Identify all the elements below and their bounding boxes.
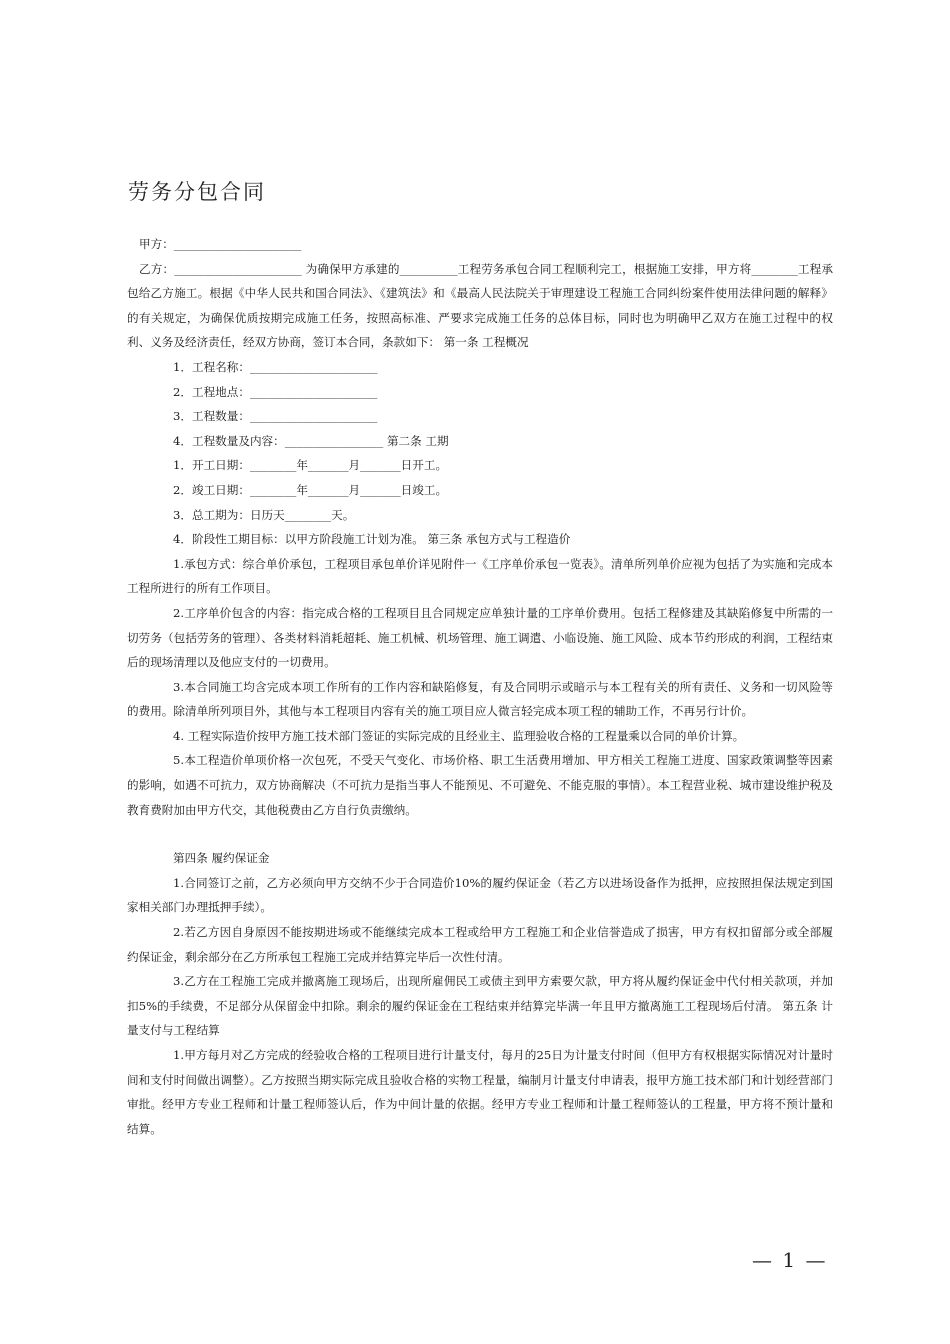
- paragraph: 3．总工期为：日历天________天。: [173, 507, 355, 522]
- paragraph: 2．工程地点：______________________: [173, 384, 378, 399]
- paragraph: 1．开工日期：________年_______月_______日开工。: [173, 458, 448, 473]
- page-number: — 1 —: [752, 1248, 828, 1272]
- paragraph: 2.工序单价包含的内容：指完成合格的工程项目且合同规定应单独计量的工序单价费用。包括工程修建及其缺陷修复中所需的一切劳务（包括劳务的管理）、各类材料消耗超耗、施工机械、机场管理、施工调遣、小临设施、施工风险、成本节约形成的利润，工程结束后的现场清理以及他应支付的一切费用。: [127, 605, 833, 670]
- paragraph-spacer: [127, 822, 833, 846]
- paragraph: 3.本合同施工均含完成本项工作所有的工作内容和缺陷修复，有及合同明示或暗示与本工程有关的所有责任、义务和一切风险等的费用。除清单所列项目外，其他与本工程项目内容有关的施工项目应人微言轻完成本项工程的辅助工作，不再另行计价。: [127, 679, 833, 719]
- paragraph: 2．竣工日期：________年_______月_______日竣工。: [173, 482, 448, 497]
- paragraph: 3.乙方在工程施工完成并撤离施工现场后，出现所雇佣民工或债主到甲方索要欠款，甲方将从履约保证金中代付相关款项，并加扣5%的手续费，不足部分从保留金中扣除。剩余的履约保证金在工程结束并结算完毕满一年且甲方撤离施工工程现场后付清。 第五条 计量支付与工程结算: [127, 974, 833, 1038]
- paragraph: 乙方：______________________ 为确保甲方承建的__________工程劳务承包合同工程顺利完工，根据施工安排，甲方将________工程承包给乙方施工。根据《中华人民共和国合同法》、《建筑法》和《最高人民法院关于审理建设工程施工合同纠纷案件使用法律问题的解释》的有关规定，为确保优质按期完成施工任务，按照高标准、严要求完成施工任务的总体目标，同时也为明确甲乙双方在施工过程中的权利、义务及经济责任，经双方协商，签订本合同，条款如下： 第一条 工程概况: [127, 261, 833, 350]
- paragraph: 4．阶段性工期目标：以甲方阶段施工计划为准。 第三条 承包方式与工程造价: [173, 532, 571, 547]
- paragraph: 5.本工程造价单项价格一次包死，不受天气变化、市场价格、职工生活费用增加、甲方相关工程施工进度、国家政策调整等因素的影响，如遇不可抗力，双方协商解决（不可抗力是指当事人不能预见、不可避免、不能克服的事情）。本工程营业税、城市建设维护税及教育费附加由甲方代交，其他税费由乙方自行负责缴纳。: [127, 753, 833, 817]
- document-title: 劳务分包合同: [128, 180, 266, 204]
- document-body: [127, 232, 833, 1141]
- paragraph: 2.若乙方因自身原因不能按期进场或不能继续完成本工程或给甲方工程施工和企业信誉造成了损害，甲方有权扣留部分或全部履约保证金，剩余部分在乙方所承包工程施工完成并结算完毕后一次性付清。: [127, 925, 833, 964]
- paragraph: 第四条 履约保证金: [173, 851, 270, 866]
- paragraph: 甲方：______________________: [139, 237, 302, 251]
- paragraph: 1．工程名称：______________________: [173, 359, 378, 374]
- paragraph: 4．工程数量及内容：_________________ 第二条 工期: [173, 433, 449, 448]
- paragraph: 1.承包方式：综合单价承包，工程项目承包单价详见附件一《工序单价承包一览表》。清单所列单价应视为包括了为实施和完成本工程所进行的所有工作项目。: [127, 556, 833, 596]
- paragraph: 4. 工程实际造价按甲方施工技术部门签证的实际完成的且经业主、监理验收合格的工程量乘以合同的单价计算。: [173, 728, 745, 743]
- paragraph: 1.合同签订之前，乙方必须向甲方交纳不少于合同造价10%的履约保证金（若乙方以进场设备作为抵押，应按照担保法规定到国家相关部门办理抵押手续）。: [127, 875, 833, 915]
- paragraph: 1.甲方每月对乙方完成的经验收合格的工程项目进行计量支付，每月的25日为计量支付时间（但甲方有权根据实际情况对计量时间和支付时间做出调整）。乙方按照当期实际完成且验收合格的实物工程量，编制月计量支付申请表，报甲方施工技术部门和计划经营部门审批。经甲方专业工程师和计量工程师签认后，作为中间计量的依据。经甲方专业工程师和计量工程师签认的工程量，甲方将不预计量和结算。: [127, 1048, 833, 1136]
- paragraph: 3．工程数量：______________________: [173, 409, 378, 424]
